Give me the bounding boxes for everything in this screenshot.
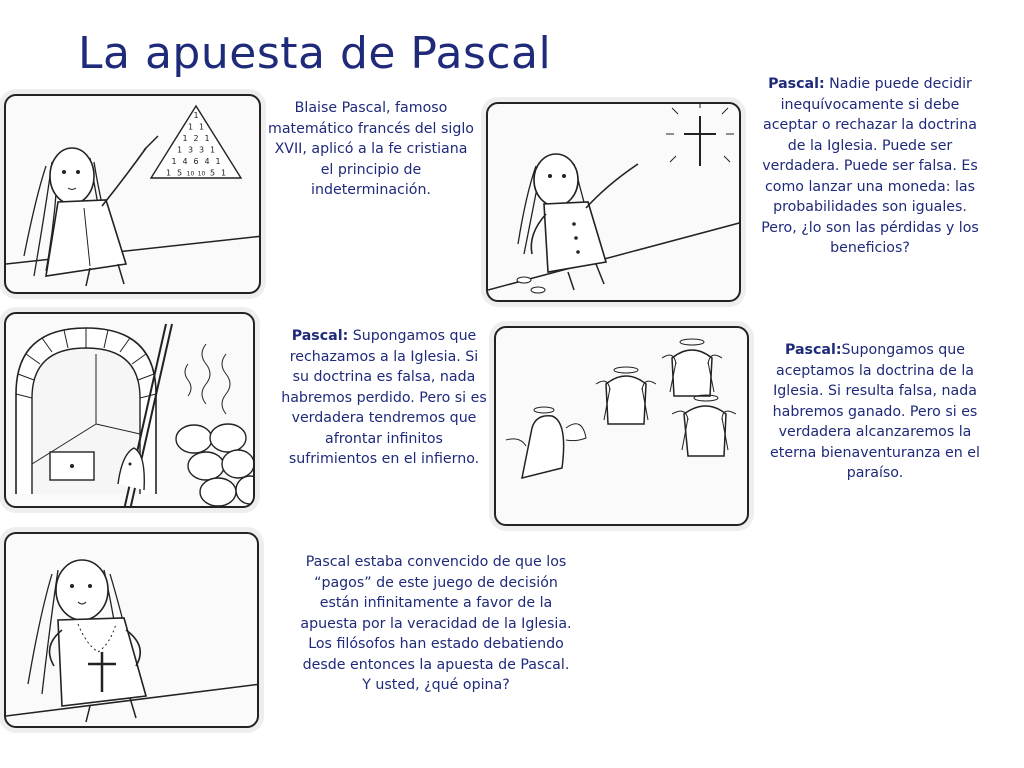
triangle-number: 3 — [187, 145, 194, 155]
hell-illustration — [6, 314, 255, 508]
triangle-number: 1 — [176, 145, 183, 155]
caption-intro — [268, 98, 474, 201]
caption-pascal-3-text: Supongamos que aceptamos la doctrina de la Iglesia. Si resulta falsa, nada habremos ganado. Pero si es verdadera alcanzaremos la eterna bienaventuranza en el paraíso. — [770, 342, 980, 481]
comic-panel-angels — [494, 326, 749, 526]
caption-conclusion — [298, 552, 574, 696]
triangle-number: 4 — [182, 157, 188, 166]
caption-pascal-2-speaker: Pascal: — [291, 328, 349, 344]
caption-pascal-2-text: Supongamos que rechazamos a la Iglesia. Si su doctrina es falsa, nada habremos perdido. Pero si es verdadera tendremos que afrontar infinitos sufrimientos en el infierno. — [281, 328, 487, 467]
triangle-number: 1 — [198, 122, 205, 132]
comic-panel-believer — [4, 532, 259, 728]
triangle-number: 1 — [165, 168, 172, 178]
pascal-pointing-illustration — [6, 96, 261, 294]
triangle-number: 1 — [204, 134, 210, 143]
triangle-number: 5 — [176, 168, 183, 178]
triangle-number: 1 — [193, 111, 199, 120]
triangle-number: 1 — [187, 122, 194, 132]
triangle-number: 3 — [198, 145, 205, 155]
triangle-number: 10 — [197, 170, 206, 178]
page-title: La apuesta de Pascal — [78, 28, 552, 79]
triangle-number: 2 — [193, 134, 199, 143]
pascal-believer-illustration — [6, 534, 259, 728]
pascal-cross-illustration — [488, 104, 741, 302]
cross-icon — [666, 104, 734, 166]
comic-panel-cross — [486, 102, 741, 302]
triangle-number: 1 — [182, 134, 188, 143]
triangle-number: 1 — [209, 145, 216, 155]
comic-panel-hell — [4, 312, 255, 508]
caption-pascal-3-speaker: Pascal: — [784, 342, 842, 358]
caption-conclusion-text: Pascal estaba convencido de que los “pagos” de este juego de decisión están infinitamente a favor de la apuesta por la veracidad de la Iglesia. Los filósofos han estado debatiendo desde entonces la apuesta de Pascal. Y usted, ¿qué opina? — [300, 554, 572, 693]
caption-pascal-1-speaker: Pascal: — [768, 76, 825, 92]
angels-illustration — [496, 328, 749, 526]
caption-pascal-1 — [755, 74, 985, 259]
triangle-number: 6 — [193, 157, 199, 166]
triangle-number: 1 — [220, 168, 227, 178]
triangle-number: 1 — [215, 157, 221, 166]
triangle-number: 4 — [204, 157, 210, 166]
triangle-number: 5 — [209, 168, 216, 178]
caption-intro-text: Blaise Pascal, famoso matemático francés del siglo XVII, aplicó a la fe cristiana el principio de indeterminación. — [268, 100, 474, 198]
triangle-number: 1 — [171, 157, 177, 166]
caption-pascal-3 — [765, 340, 985, 484]
caption-pascal-1-text: Nadie puede decidir inequívocamente si debe aceptar o rechazar la doctrina de la Iglesia. Puede ser verdadera. Puede ser falsa. Es como lanzar una moneda: las probabilidades son iguales. Pero, ¿lo son las pérdidas y los beneficios? — [761, 76, 979, 256]
caption-pascal-2 — [280, 326, 488, 470]
triangle-number: 10 — [186, 170, 195, 178]
comic-panel-triangle — [4, 94, 261, 294]
